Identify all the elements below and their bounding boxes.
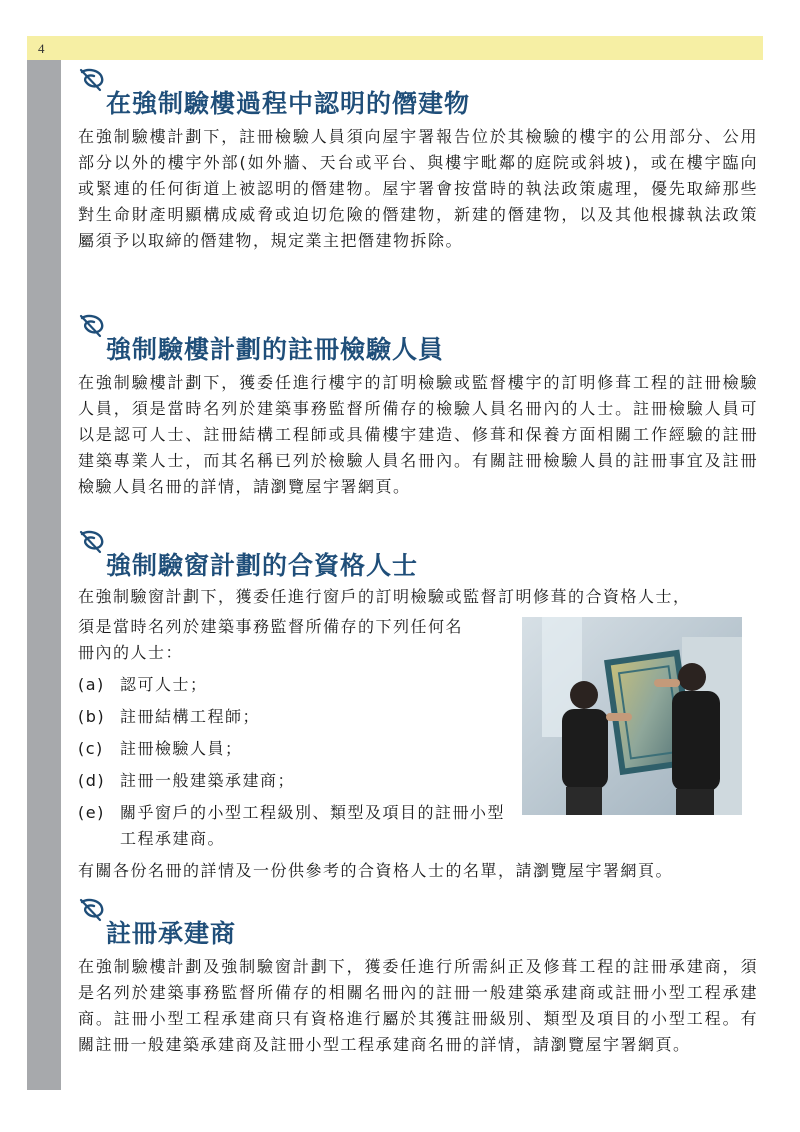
list-item xyxy=(78,672,508,698)
section-illegal-structures xyxy=(78,66,758,254)
list-item xyxy=(78,800,508,852)
list-item xyxy=(78,768,508,794)
list-text: 註冊一般建築承建商； xyxy=(120,771,296,790)
section-body: 在強制驗樓計劃及強制驗窗計劃下，獲委任進行所需糾正及修葺工程的註冊承建商，須是名列於建築事務監督所備存的相關名冊內的註冊一般建築承建商或註冊小型工程承建商。註冊小型工程承建商只有資格進行屬於其獲註冊級別、類型及項目的小型工程。有關註冊一般建築承建商及註冊小型工程承建商名冊的詳情，請瀏覽屋宇署網頁。 xyxy=(78,957,758,1054)
list-marker: (d) xyxy=(78,771,106,790)
section-body: 在強制驗樓計劃下，獲委任進行樓宇的訂明檢驗或監督樓宇的訂明修葺工程的註冊檢驗人員，須是當時名列於建築事務監督所備存的檢驗人員名冊內的人士。註冊檢驗人員可以是認可人士、註冊結構工程師或具備樓宇建造、修葺和保養方面相關工作經驗的註冊建築專業人士，而其名稱已列於檢驗人員名冊內。有關註冊檢驗人員的註冊事宜及註冊檢驗人員名冊的詳情，請瀏覽屋宇署網頁。 xyxy=(78,373,758,496)
section-intro-line: 須是當時名列於建築事務監督所備存的下列任何名 xyxy=(78,617,464,636)
section-heading xyxy=(78,896,758,948)
list-text: 註冊結構工程師； xyxy=(120,707,261,726)
list-item xyxy=(78,704,508,730)
section-heading xyxy=(78,528,758,580)
leaf-swirl-icon xyxy=(78,896,108,926)
section-footer: 有關各份名冊的詳情及一份供參考的合資格人士的名單，請瀏覽屋宇署網頁。 xyxy=(78,861,674,880)
list-text: 關乎窗戶的小型工程級別、類型及項目的註冊小型工程承建商。 xyxy=(120,803,506,848)
list-marker: (c) xyxy=(78,739,104,758)
section-heading xyxy=(78,66,758,118)
page-number: 4 xyxy=(38,41,45,56)
section-title: 強制驗樓計劃的註冊檢驗人員 xyxy=(106,335,445,364)
leaf-swirl-icon xyxy=(78,312,108,342)
section-title: 註冊承建商 xyxy=(106,919,237,948)
leaf-swirl-icon xyxy=(78,66,108,96)
list-item xyxy=(78,736,508,762)
section-intro-line: 在強制驗窗計劃下，獲委任進行窗戶的訂明檢驗或監督訂明修葺的合資格人士， xyxy=(78,587,691,606)
section-title: 在強制驗樓過程中認明的僭建物 xyxy=(106,89,471,118)
list-marker: (a) xyxy=(78,675,105,694)
window-installation-photo xyxy=(522,617,742,815)
section-body: 在強制驗樓計劃下，註冊檢驗人員須向屋宇署報告位於其檢驗的樓宇的公用部分、公用部分以外的樓宇外部(如外牆、天台或平台、與樓宇毗鄰的庭院或斜坡)，或在樓宇臨向或緊連的任何街道上被認明的僭建物。屋宇署會按當時的執法政策處理，優先取締那些對生命財產明顯構成威脅或迫切危險的僭建物，新建的僭建物，以及其他根據執法政策屬須予以取締的僭建物，規定業主把僭建物拆除。 xyxy=(78,127,758,250)
left-margin-bar xyxy=(27,60,61,1090)
leaf-swirl-icon xyxy=(78,528,108,558)
list-text: 註冊檢驗人員； xyxy=(120,739,243,758)
section-intro-line: 冊內的人士： xyxy=(78,643,184,662)
section-title: 強制驗窗計劃的合資格人士 xyxy=(106,551,419,580)
header-band xyxy=(27,36,763,60)
section-registered-inspectors xyxy=(78,312,758,500)
list-text: 認可人士； xyxy=(120,675,208,694)
list-marker: (b) xyxy=(78,707,106,726)
section-heading xyxy=(78,312,758,364)
photo-illustration xyxy=(522,617,742,815)
section-registered-contractors xyxy=(78,896,758,1058)
qualified-list xyxy=(78,672,508,852)
list-marker: (e) xyxy=(78,803,105,822)
